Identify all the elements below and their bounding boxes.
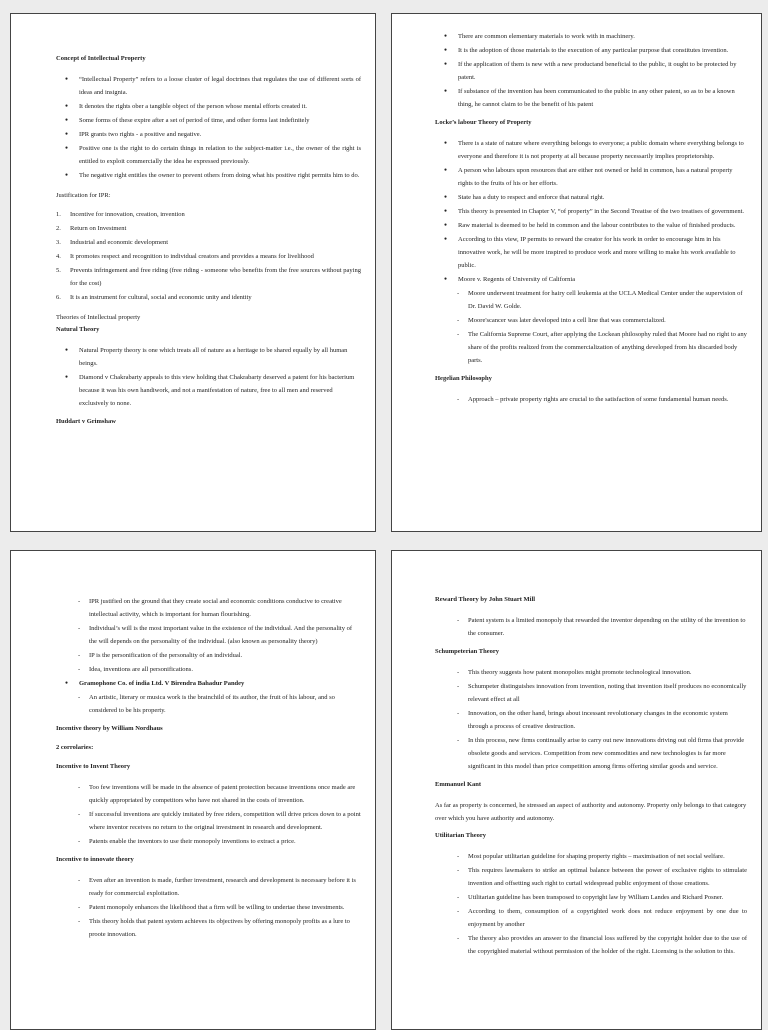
list-item: ● If substance of the invention has been communicated to the public in any other patent, so as to be a known thing, he cannot claim to be the benefit of his patent bbox=[444, 85, 747, 111]
heading-incentive-to-invent: Incentive to Invent Theory bbox=[56, 763, 131, 770]
list-item: - According to them, consumption of a copyrighted work does not reduce enjoyment by one due to enjoyment by another bbox=[457, 905, 747, 931]
heading-huddart-case: Huddart v Grimshaw bbox=[56, 418, 116, 425]
list-item: - Schumpeter distinguishes innovation from invention, noting that invention itself produces no economically relevant effect at all bbox=[457, 680, 747, 706]
list-item: ● There is a state of nature where everything belongs to everyone; a public domain where everything belongs to everyone and therefore it is not property at all because property necessarily implies proprietorship. bbox=[444, 137, 747, 163]
list-item: - Patent system is a limited monopoly that rewarded the inventor depending on the utility of the invention to the consumer. bbox=[457, 614, 747, 640]
heading-incentive-theory: Incentive theory by William Nordhaus bbox=[56, 725, 163, 732]
list-item: - This requires lawmakers to strike an optimal balance between the power of exclusive rights to stimulate invention and offsetting such right to curtail widespread public enjoyment of those creations. bbox=[457, 864, 747, 890]
innovate-dash-list bbox=[78, 874, 361, 941]
heading-schumpeterian-theory: Schumpeterian Theory bbox=[435, 648, 499, 655]
kant-paragraph: As far as property is concerned, he stressed an aspect of authority and autonomy. Property only belongs to that category over which you have authority and autonomy. bbox=[435, 802, 747, 822]
list-item: - Patent monopoly enhances the likelihood that a firm will be willing to undertae these investments. bbox=[78, 901, 361, 914]
list-item bbox=[56, 291, 361, 304]
list-text: Incentive for innovation, creation, invention bbox=[70, 211, 185, 218]
heading-corollaries: 2 corrolaries: bbox=[56, 744, 94, 751]
document-page-3 bbox=[10, 550, 376, 1030]
list-item bbox=[56, 222, 361, 235]
list-text: It is an instrument for cultural, social and economic unity and identity bbox=[70, 294, 252, 301]
list-item: ● If the application of them is new with a new productand beneficial to the public, it ought to be protected by patent. bbox=[444, 58, 747, 84]
document-page-1 bbox=[10, 13, 376, 532]
list-text: It promotes respect and recognition to individual creators and provides a means for livelihood bbox=[70, 253, 314, 260]
list-item: ● Gramophone Co. of india Ltd. V Birendra Bahadur Pandey bbox=[65, 677, 361, 690]
heading-natural-theory: Natural Theory bbox=[56, 326, 100, 333]
list-item: ● A person who labours upon resources that are either not owned or held in common, has a natural property rights to the fruits of his or her efforts. bbox=[444, 164, 747, 190]
list-item: ● Raw material is deemed to be held in common and the labour contributes to the value of finished products. bbox=[444, 219, 747, 232]
list-item: ● It denotes the rights ober a tangible object of the person whose mental efforts created it. bbox=[65, 100, 361, 113]
list-item: ● Diamond v Chakrabarty appeals to this view holding that Chakrabarty deserved a patent for his bacterium because it was his own handiwork, and not a manifestation of nature, free to all men and reserved exclusively to none. bbox=[65, 371, 361, 410]
list-item: - In this process, new firms continually arise to carry out new innovations driving out old firms that provide obsolete goods and services. Competition from new commodities and new technologies is far more significant in this model than price competition among firms offering similar goods and service. bbox=[457, 734, 747, 773]
list-item bbox=[56, 250, 361, 263]
justification-title: Justification for IPR: bbox=[56, 192, 111, 199]
schumpeter-dash-list bbox=[457, 666, 747, 773]
list-item: - An artistic, literary or musica work is the brainchild of its author, the fruit of his labour, and so considered to be his property. bbox=[78, 691, 361, 717]
list-item: ● There are common elementary materials to work with in machinery. bbox=[444, 30, 747, 43]
list-item: - Individual’s will is the most important value in the existence of the individual. And the personality of the will depends on the personality of the individual. (also known as personality theory) bbox=[78, 622, 361, 648]
heading-hegelian-philosophy: Hegelian Philosophy bbox=[435, 375, 492, 382]
list-number: 2. bbox=[56, 225, 61, 232]
hegel-dash-list bbox=[457, 393, 747, 406]
reward-dash-list bbox=[457, 614, 747, 640]
list-item: ● “Intellectual Property” refers to a loose cluster of legal doctrines that regulates the use of different sorts of ideas and insignia. bbox=[65, 73, 361, 99]
list-number: 6. bbox=[56, 294, 61, 301]
list-text: Industrial and economic development bbox=[70, 239, 169, 246]
justification-list bbox=[56, 208, 361, 304]
list-item: - Moore underwent treatment for hairy cell leukemia at the UCLA Medical Center under the supervision of Dr. David W. Golde. bbox=[457, 287, 747, 313]
list-item: ● This theory is presented in Chapter V, “of property” in the Second Treatise of the two treatises of government. bbox=[444, 205, 747, 218]
utilitarian-dash-list bbox=[457, 850, 747, 958]
moore-dash-list bbox=[457, 287, 747, 367]
invent-dash-list bbox=[78, 781, 361, 848]
list-number: 5. bbox=[56, 267, 61, 274]
list-number: 4. bbox=[56, 253, 61, 260]
list-item: - Most popular utilitarian guideline for shaping property rights – maximisation of net social welfare. bbox=[457, 850, 747, 863]
locke-bullet-list bbox=[435, 137, 747, 286]
hegel-continued-dash-list bbox=[78, 595, 361, 676]
theories-title: Theories of Intellectual property bbox=[56, 314, 141, 321]
gramophone-case-list bbox=[56, 677, 361, 690]
document-page-2 bbox=[391, 13, 762, 532]
list-item: ● It is the adoption of those materials to the execution of any particular purpose that constitutes invention. bbox=[444, 44, 747, 57]
list-item: - Approach – private property rights are crucial to the satisfaction of some fundamental human needs. bbox=[457, 393, 747, 406]
list-item: ● IPR grants two rights - a positive and negative. bbox=[65, 128, 361, 141]
document-page-4 bbox=[391, 550, 762, 1030]
list-item: ● State has a duty to respect and enforce that natural right. bbox=[444, 191, 747, 204]
list-item: - Even after an invention is made, further investment, research and development is necessary before it is ready for commercial exploitation. bbox=[78, 874, 361, 900]
heading-concept-ip: Concept of Intellectual Property bbox=[56, 55, 146, 62]
list-item: ● Some forms of these expire after a set of period of time, and other forms last indefinitely bbox=[65, 114, 361, 127]
heading-incentive-to-innovate: Incentive to innovate theory bbox=[56, 856, 134, 863]
list-item bbox=[56, 208, 361, 221]
list-item: ● Natural Property theory is one which treats all of nature as a heritage to be shared equally by all human beings. bbox=[65, 344, 361, 370]
natural-bullet-list bbox=[56, 344, 361, 410]
list-item: ● Moore v. Regents of University of California bbox=[444, 273, 747, 286]
gramophone-dash-list bbox=[78, 691, 361, 717]
list-item: - Too few inventions will be made in the absence of patent protection because inventions once made are quickly appropriated by competitors who have not shared in the costs of invention. bbox=[78, 781, 361, 807]
concept-bullet-list bbox=[56, 73, 361, 182]
list-item: - This theory holds that patent system achieves its objectives by offering monopoly profits as a lure to proote innovation. bbox=[78, 915, 361, 941]
list-text: Return on Investment bbox=[70, 225, 127, 232]
heading-utilitarian-theory: Utilitarian Theory bbox=[435, 832, 486, 839]
list-item: ● The negative right entitles the owner to prevent others from doing what his positive right permits him to do. bbox=[65, 169, 361, 182]
list-number: 3. bbox=[56, 239, 61, 246]
list-item: - Innovation, on the other hand, brings about incessant revolutionary changes in the economic system through a process of creative destruction. bbox=[457, 707, 747, 733]
heading-reward-theory: Reward Theory by John Stuart Mill bbox=[435, 596, 536, 603]
list-item: ● According to this view, IP permits to reward the creator for his work in order to encourage him in his innovative work, he will be more inspired to produce work and more willing to make his work available to public. bbox=[444, 233, 747, 272]
list-item: - Idea, inventions are all personifications. bbox=[78, 663, 361, 676]
list-item: - This theory suggests how patent monopolies might promote technological innovation. bbox=[457, 666, 747, 679]
list-item: - IPR justified on the ground that they create social and economic conditions conducive to creative intellectual activity, which is important for human flourishing. bbox=[78, 595, 361, 621]
invention-bullet-list bbox=[435, 30, 747, 111]
list-number: 1. bbox=[56, 211, 61, 218]
list-item: - IP is the personification of the personality of an individual. bbox=[78, 649, 361, 662]
list-text: Prevents infringement and free riding (free riding - someone who benefits from the free sources without paying for the cost) bbox=[70, 267, 361, 287]
list-item: - Utilitarian guideline has been transposed to copyright law by William Landes and Richard Posner. bbox=[457, 891, 747, 904]
list-item: - Patents enable the inventors to use their monopoly inventions to extract a price. bbox=[78, 835, 361, 848]
list-item: - If successful inventions are quickly imitated by free riders, competition will drive prices down to a point where inventor receives no return to the original investment in research and development. bbox=[78, 808, 361, 834]
heading-emmanuel-kant: Emmanuel Kant bbox=[435, 781, 482, 788]
list-item: - The theory also provides an answer to the financial loss suffered by the copyright holder due to the use of the copyrighted material without permission of the holder of the right. Licensing is the solution to this. bbox=[457, 932, 747, 958]
heading-locke-theory: Locke’s labour Theory of Property bbox=[435, 119, 532, 126]
list-item bbox=[56, 236, 361, 249]
list-item: - The California Supreme Court, after applying the Lockean philosophy ruled that Moore had no right to any share of the profits realized from the commercialization of anything developed from his discarded body parts. bbox=[457, 328, 747, 367]
list-item: ● Positive one is the right to do certain things in relation to the subject-matter i.e., the owner of the right is entitled to exploit commercially the idea he expressed previously. bbox=[65, 142, 361, 168]
list-item bbox=[56, 264, 361, 290]
list-item: - Moore'scancer was later developed into a cell line that was commercialized. bbox=[457, 314, 747, 327]
